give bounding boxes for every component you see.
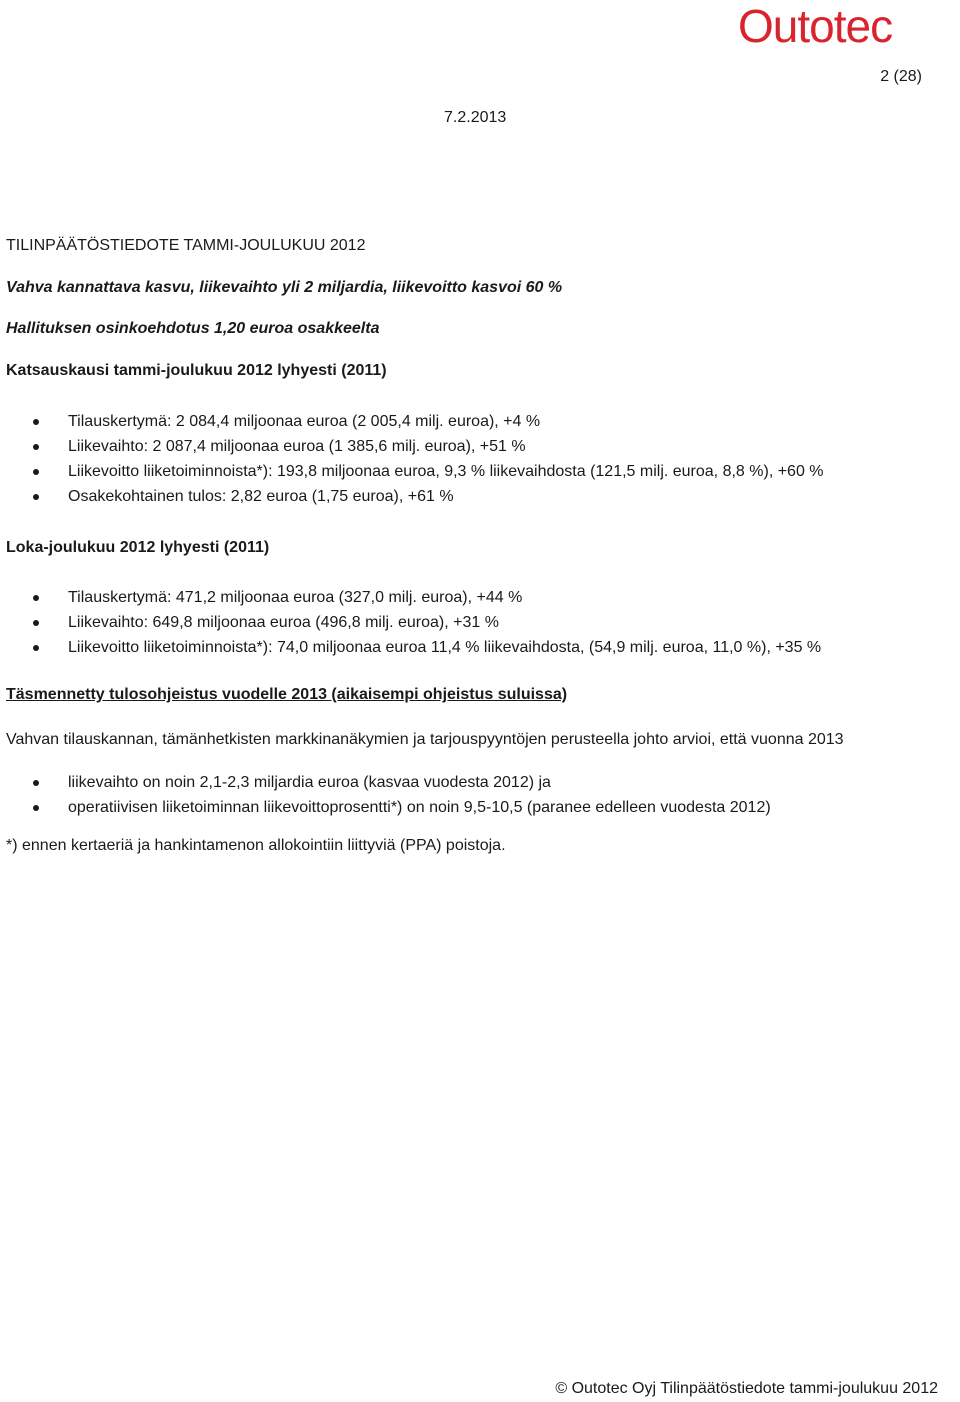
full-year-list <box>0 413 824 513</box>
document-date: 7.2.2013 <box>444 109 507 126</box>
list-item: liikevaihto on noin 2,1-2,3 miljardia euroa (kasvaa vuodesta 2012) ja <box>0 774 771 799</box>
guidance-list <box>0 774 771 824</box>
outotec-logo: Outotec <box>738 0 893 52</box>
list-item: operatiivisen liiketoiminnan liikevoittoprosentti*) on noin 9,5-10,5 (paranee edelleen vuodesta 2012) <box>0 799 771 824</box>
list-item: Osakekohtainen tulos: 2,82 euroa (1,75 euroa), +61 % <box>0 488 824 513</box>
document-title: TILINPÄÄTÖSTIEDOTE TAMMI-JOULUKUU 2012 <box>6 237 366 254</box>
footnote: *) ennen kertaeriä ja hankintamenon allokointiin liittyviä (PPA) poistoja. <box>6 837 506 854</box>
list-item: Tilauskertymä: 471,2 miljoonaa euroa (327,0 milj. euroa), +44 % <box>0 589 821 614</box>
section-q4-title: Loka-joulukuu 2012 lyhyesti (2011) <box>6 539 270 556</box>
section-full-year-title: Katsauskausi tammi-joulukuu 2012 lyhyesti (2011) <box>6 362 387 379</box>
q4-list <box>0 589 821 664</box>
guidance-intro: Vahvan tilauskannan, tämänhetkisten markkinanäkymien ja tarjouspyyntöjen perusteella johto arvioi, että vuonna 2013 <box>6 731 844 748</box>
headline-dividend: Hallituksen osinkoehdotus 1,20 euroa osakkeelta <box>6 320 380 337</box>
guidance-title: Täsmennetty tulosohjeistus vuodelle 2013 (aikaisempi ohjeistus suluissa) <box>6 686 568 703</box>
list-item: Liikevoitto liiketoiminnoista*): 74,0 miljoonaa euroa 11,4 % liikevaihdosta, (54,9 milj. euroa, 11,0 %), +35 % <box>0 639 821 664</box>
headline-growth: Vahva kannattava kasvu, liikevaihto yli 2 miljardia, liikevoitto kasvoi 60 % <box>6 279 563 296</box>
list-item: Tilauskertymä: 2 084,4 miljoonaa euroa (2 005,4 milj. euroa), +4 % <box>0 413 824 438</box>
list-item: Liikevoitto liiketoiminnoista*): 193,8 miljoonaa euroa, 9,3 % liikevaihdosta (121,5 milj. euroa, 8,8 %), +60 % <box>0 463 824 488</box>
list-item: Liikevaihto: 2 087,4 miljoonaa euroa (1 385,6 milj. euroa), +51 % <box>0 438 824 463</box>
list-item: Liikevaihto: 649,8 miljoonaa euroa (496,8 milj. euroa), +31 % <box>0 614 821 639</box>
page-number: 2 (28) <box>880 68 922 85</box>
page-footer: © Outotec Oyj Tilinpäätöstiedote tammi-joulukuu 2012 <box>555 1380 938 1397</box>
